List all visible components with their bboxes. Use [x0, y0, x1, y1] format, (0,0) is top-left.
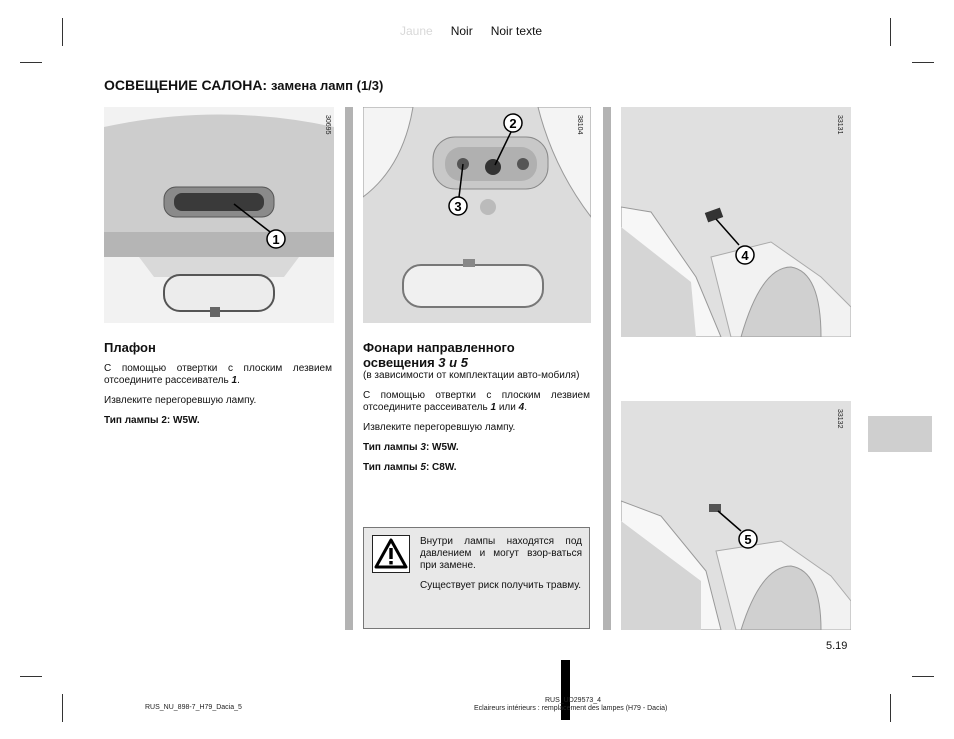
photo-code: 33132 [836, 409, 843, 429]
warning-text-1: Внутри лампы находятся под давлением и могут взор-ваться при замене. [420, 536, 582, 571]
lamp-type [363, 442, 590, 454]
photo-code: 33131 [836, 115, 843, 135]
footer-left: RUS_NU_898-7_H79_Dacia_5 [145, 704, 242, 711]
photo-dome-light [104, 107, 334, 323]
text: С помощью отвертки с плоским лезвием отсоедините рассеиватель [104, 363, 332, 386]
text: Фонари направленного освещения [363, 340, 515, 370]
text: : W5W. [425, 442, 459, 453]
column-separator [603, 107, 611, 630]
text: Тип лампы [363, 442, 421, 453]
note: (в зависимости от комплектации авто-мобиля) [363, 370, 580, 381]
color-labels [400, 24, 542, 38]
ref-number: 5 [420, 462, 426, 473]
footer-center-top: RUS_UD29573_4 [545, 697, 602, 704]
ref-number: 4 [518, 402, 525, 413]
section-heading-dome: Плафон [104, 340, 156, 355]
lamp-type [363, 462, 590, 474]
text: Тип лампы [363, 462, 421, 473]
photo-code: 38104 [576, 115, 583, 135]
text: . [524, 402, 527, 413]
ref-number: 3 [420, 442, 426, 453]
ref-number: 1 [231, 375, 238, 386]
callout-5: 5 [744, 532, 752, 547]
crop-mark [890, 694, 891, 722]
section-heading-directional [363, 340, 590, 370]
paragraph [104, 363, 332, 387]
photo-code: 30695 [324, 115, 331, 135]
lamp-type: Тип лампы 2: W5W. [104, 415, 200, 426]
color-label-jaune: Jaune [400, 24, 433, 38]
color-label-noir: Noir [450, 24, 473, 38]
footer-center-bottom: Eclaireurs intérieurs : remplacement des lampes (H79 - Dacia) [474, 705, 668, 712]
crop-mark [20, 676, 42, 677]
column-1-text [104, 340, 332, 427]
title-main: ОСВЕЩЕНИЕ САЛОНА: [104, 77, 268, 93]
column-separator [345, 107, 353, 630]
crop-mark [62, 694, 63, 722]
warning-box [363, 527, 590, 629]
text: или [496, 402, 519, 413]
page-title [104, 77, 383, 93]
ref-number: 1 [490, 402, 497, 413]
title-sub: замена ламп (1/3) [270, 78, 384, 93]
paragraph: Извлеките перегоревшую лампу. [104, 395, 257, 406]
ref-numbers: 3 и 5 [438, 355, 468, 370]
crop-mark [912, 676, 934, 677]
column-2-text [363, 340, 590, 474]
warning-text-2: Существует риск получить травму. [420, 580, 581, 591]
text: . [237, 375, 240, 386]
crop-mark [20, 62, 42, 63]
photo-rear-light-5 [621, 401, 851, 630]
callout-2: 2 [509, 116, 517, 131]
paragraph: Извлеките перегоревшую лампу. [363, 422, 516, 433]
callout-3: 3 [454, 199, 462, 214]
crop-mark [890, 18, 891, 46]
warning-icon [372, 535, 410, 573]
callout-4: 4 [741, 248, 749, 263]
crop-mark [912, 62, 934, 63]
photo-directional-lights [363, 107, 591, 323]
text: С помощью отвертки с плоским лезвием отсоедините рассеиватель [363, 390, 590, 413]
page-number: 5.19 [826, 640, 848, 652]
photo-rear-light-4 [621, 107, 851, 337]
crop-mark [62, 18, 63, 46]
color-label-noir-texte: Noir texte [490, 24, 543, 38]
text: : C8W. [425, 462, 457, 473]
paragraph [363, 390, 590, 414]
chapter-tab [868, 416, 932, 452]
callout-1: 1 [272, 232, 280, 247]
